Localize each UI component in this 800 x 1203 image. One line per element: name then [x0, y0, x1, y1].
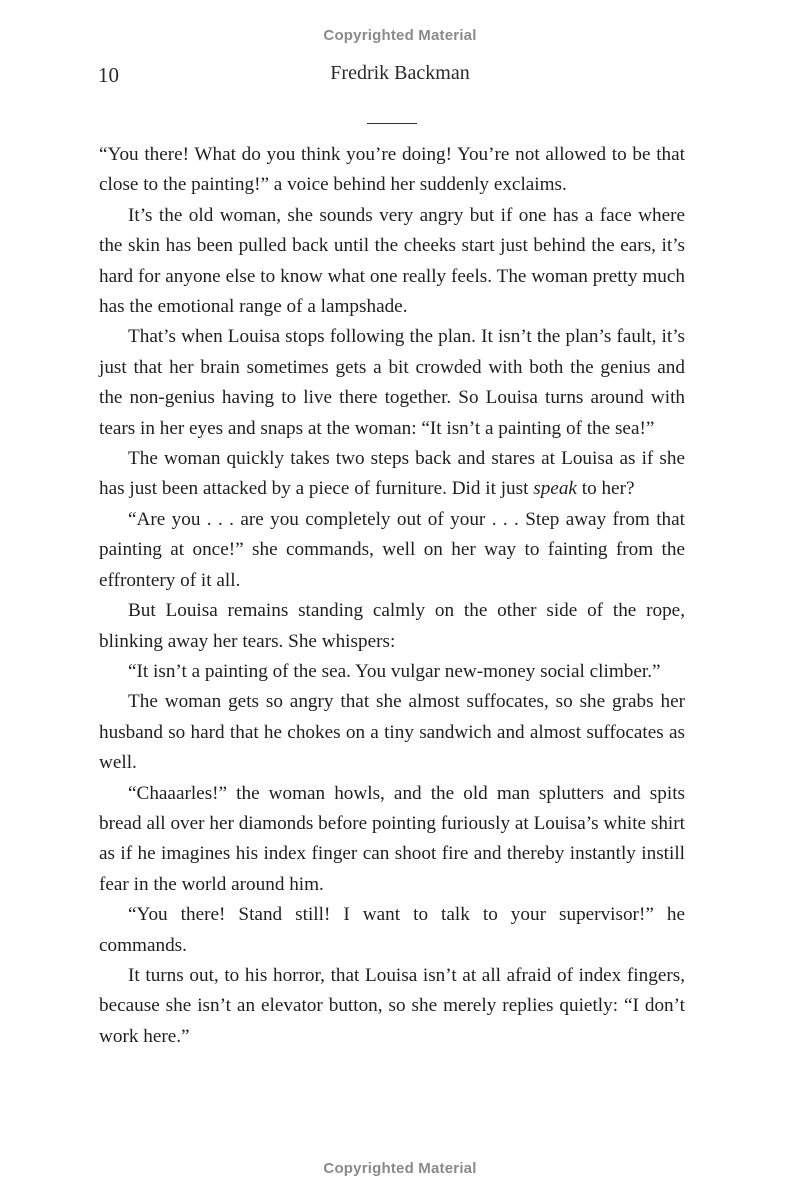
paragraph-4-text-b: to her? [576, 478, 635, 500]
header-divider [367, 123, 417, 124]
paragraph-8: The woman gets so angry that she almost suffocates, so she grabs her husband so hard that he chokes on a tiny sandwich and almost suffocates as well. [99, 691, 685, 774]
paragraph-11: It turns out, to his horror, that Louisa isn’t at all afraid of index fingers, because she isn’t an elevator button, so she merely replies quietly: “I don’t work here.” [99, 964, 685, 1047]
paragraph-6: But Louisa remains standing calmly on the other side of the rope, blinking away her tears. She whispers: [99, 600, 685, 652]
page-number: 10 [98, 63, 119, 87]
paragraph-4 [99, 444, 685, 505]
paragraph-1: “You there! What do you think you’re doing! You’re not allowed to be that close to the painting!” a voice behind her suddenly exclaims. [99, 144, 685, 196]
running-head [0, 60, 800, 90]
paragraph-2: It’s the old woman, she sounds very angry but if one has a face where the skin has been pulled back until the cheeks start just behind the ears, it’s hard for anyone else to know what one really feels. The woman pretty much has the emotional range of a lampshade. [99, 204, 685, 318]
watermark-bottom: Copyrighted Material [323, 1160, 477, 1177]
paragraph-3: That’s when Louisa stops following the plan. It isn’t the plan’s fault, it’s just that her brain sometimes gets a bit crowded with both the genius and the non-genius having to live there together. So Louisa turns around with tears in her eyes and snaps at the woman: “It isn’t a painting of the sea!” [99, 326, 685, 439]
paragraph-10: “You there! Stand still! I want to talk to your supervisor!” he commands. [99, 904, 685, 956]
paragraph-7: “It isn’t a painting of the sea. You vulgar new-money social climber.” [128, 660, 661, 682]
paragraph-9: “Chaaarles!” the woman howls, and the old man splutters and spits bread all over her diamonds before pointing furiously at Louisa’s white shirt as if he imagines his index finger can shoot fire and thereby instantly instill fear in the world around him. [99, 782, 685, 895]
paragraph-4-emphasis: speak [533, 478, 577, 500]
paragraph-5: “Are you . . . are you completely out of your . . . Step away from that painting at once!” she commands, well on her way to fainting from the effrontery of it all. [99, 508, 685, 591]
book-author: Fredrik Backman [330, 62, 470, 84]
watermark-top: Copyrighted Material [323, 27, 477, 44]
text-body [99, 140, 685, 1052]
paragraph-4-text-a: The woman quickly takes two steps back and stares at Louisa as if she has just been attacked by a piece of furniture. Did it just [99, 448, 685, 500]
